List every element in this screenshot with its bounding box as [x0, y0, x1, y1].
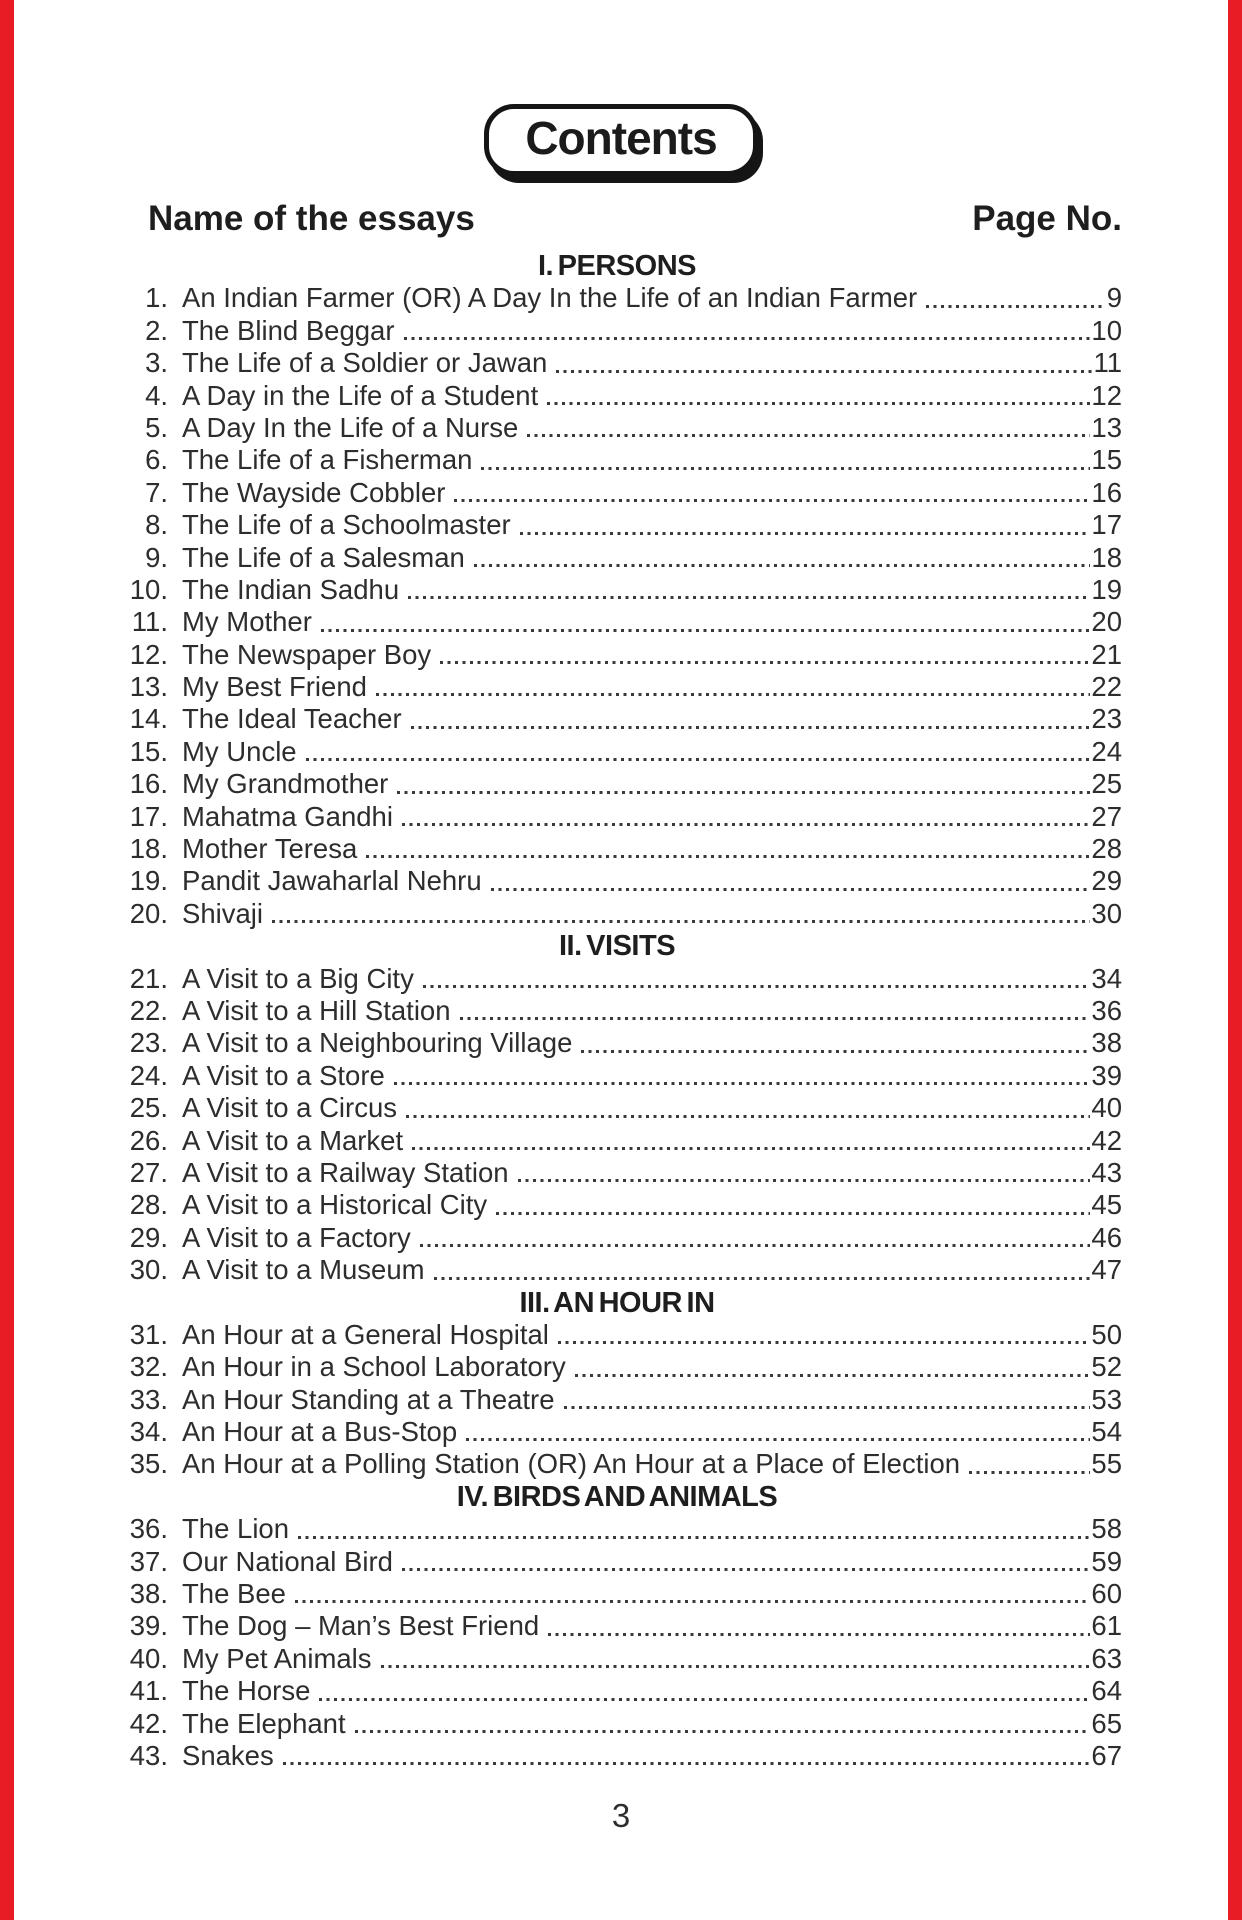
essay-title: The Life of a Soldier or Jawan — [182, 347, 548, 379]
essay-title: An Hour at a Bus-Stop — [182, 1416, 458, 1448]
dot-leader — [298, 1536, 1090, 1539]
column-headers — [0, 198, 1242, 240]
dot-leader — [355, 1730, 1091, 1733]
essay-title: My Pet Animals — [182, 1642, 372, 1674]
entry-page-number: 28 — [1091, 833, 1122, 865]
toc-entry — [112, 865, 1122, 897]
dot-leader — [366, 855, 1090, 858]
essay-title: The Newspaper Boy — [182, 638, 432, 670]
entry-page-number: 20 — [1091, 606, 1122, 638]
entry-number: 32. — [129, 1351, 168, 1383]
toc-entry — [112, 768, 1122, 800]
toc-entry — [112, 1027, 1122, 1059]
entry-number: 3. — [145, 347, 168, 379]
essay-title: The Wayside Cobbler — [182, 476, 446, 508]
dot-leader — [466, 1438, 1090, 1441]
entry-page-number: 60 — [1091, 1578, 1122, 1610]
essay-title: A Visit to a Historical City — [182, 1189, 488, 1221]
toc-entry — [112, 703, 1122, 735]
entry-page-number: 59 — [1091, 1545, 1122, 1577]
section-heading: III. AN HOUR IN — [519, 1286, 715, 1319]
entry-page-number: 9 — [1106, 282, 1122, 314]
entry-number: 13. — [129, 671, 168, 703]
entry-page-number: 42 — [1091, 1124, 1122, 1156]
entry-number: 27. — [129, 1156, 168, 1188]
toc-entry — [112, 1546, 1122, 1578]
essay-title: A Day In the Life of a Nurse — [182, 411, 519, 443]
essay-title: A Visit to a Hill Station — [182, 994, 451, 1026]
entry-number: 33. — [129, 1383, 168, 1415]
dot-leader — [283, 1762, 1091, 1765]
dot-leader — [440, 661, 1090, 664]
entry-number: 2. — [145, 314, 168, 346]
entry-page-number: 12 — [1091, 379, 1122, 411]
essay-title: The Indian Sadhu — [182, 573, 400, 605]
entry-page-number: 63 — [1091, 1642, 1122, 1674]
toc-entry — [112, 1448, 1122, 1480]
essay-title: The Life of a Salesman — [182, 541, 465, 573]
toc-entry — [112, 1578, 1122, 1610]
entry-page-number: 10 — [1091, 314, 1122, 346]
entry-number: 18. — [129, 833, 168, 865]
essay-title: An Indian Farmer (OR) A Day In the Life of an Indian Farmer — [182, 282, 918, 314]
essay-title: Mahatma Gandhi — [182, 800, 393, 832]
essay-title: The Life of a Fisherman — [182, 444, 473, 476]
dot-leader — [404, 337, 1091, 340]
entry-number: 14. — [129, 703, 168, 735]
dot-leader — [295, 1600, 1090, 1603]
dot-leader — [558, 1341, 1091, 1344]
toc-entry — [112, 1157, 1122, 1189]
entry-page-number: 29 — [1091, 865, 1122, 897]
dot-leader — [491, 888, 1091, 891]
toc-entry — [112, 347, 1122, 379]
entry-page-number: 25 — [1091, 768, 1122, 800]
entry-number: 29. — [129, 1221, 168, 1253]
dot-leader — [434, 1277, 1091, 1280]
toc-entry — [112, 1189, 1122, 1221]
entry-page-number: 38 — [1091, 1027, 1122, 1059]
entry-number: 12. — [129, 638, 168, 670]
entry-page-number: 61 — [1091, 1610, 1122, 1642]
toc-entry — [112, 833, 1122, 865]
toc-entry — [112, 606, 1122, 638]
section-heading: IV. BIRDS AND ANIMALS — [456, 1480, 778, 1513]
contents-title: Contents — [484, 104, 757, 176]
entry-page-number: 16 — [1091, 476, 1122, 508]
entry-page-number: 36 — [1091, 994, 1122, 1026]
entry-number: 23. — [129, 1027, 168, 1059]
essay-title: A Visit to a Museum — [182, 1254, 425, 1286]
entry-page-number: 27 — [1091, 800, 1122, 832]
entry-number: 42. — [129, 1707, 168, 1739]
essay-title: An Hour in a School Laboratory — [182, 1351, 566, 1383]
essay-title: The Life of a Schoolmaster — [182, 509, 511, 541]
dot-leader — [411, 726, 1091, 729]
entry-number: 43. — [129, 1739, 168, 1771]
toc-entry — [112, 1610, 1122, 1642]
entry-number: 4. — [145, 379, 168, 411]
toc-entry — [112, 1125, 1122, 1157]
entry-page-number: 34 — [1091, 962, 1122, 994]
entry-number: 28. — [129, 1189, 168, 1221]
toc-entry — [112, 801, 1122, 833]
entry-number: 10. — [129, 573, 168, 605]
entry-number: 16. — [129, 768, 168, 800]
entry-page-number: 19 — [1091, 573, 1122, 605]
entry-number: 34. — [129, 1416, 168, 1448]
toc-entry — [112, 1060, 1122, 1092]
entry-number: 39. — [129, 1610, 168, 1642]
essay-title: Mother Teresa — [182, 833, 358, 865]
entry-page-number: 45 — [1091, 1189, 1122, 1221]
toc-entry — [112, 995, 1122, 1027]
toc-entry — [112, 380, 1122, 412]
entry-number: 25. — [129, 1092, 168, 1124]
entry-number: 36. — [129, 1513, 168, 1545]
entry-page-number: 24 — [1091, 735, 1122, 767]
entry-page-number: 64 — [1091, 1675, 1122, 1707]
entry-number: 37. — [129, 1545, 168, 1577]
entry-page-number: 23 — [1091, 703, 1122, 735]
toc-list — [0, 250, 1242, 1772]
dot-leader — [969, 1471, 1090, 1474]
dot-leader — [481, 467, 1090, 470]
essay-title: The Dog – Man’s Best Friend — [182, 1610, 540, 1642]
essay-title: The Elephant — [182, 1707, 346, 1739]
dot-leader — [454, 499, 1090, 502]
essay-title: The Blind Beggar — [182, 314, 395, 346]
dot-leader — [547, 402, 1090, 405]
entry-page-number: 18 — [1091, 541, 1122, 573]
entry-number: 24. — [129, 1059, 168, 1091]
dot-leader — [564, 1406, 1091, 1409]
entry-number: 19. — [129, 865, 168, 897]
dot-leader — [420, 1244, 1091, 1247]
entry-number: 41. — [129, 1675, 168, 1707]
dot-leader — [474, 564, 1091, 567]
essay-title: My Mother — [182, 606, 312, 638]
entry-page-number: 58 — [1091, 1513, 1122, 1545]
essay-title: Shivaji — [182, 897, 264, 929]
entry-number: 15. — [129, 735, 168, 767]
toc-entry — [112, 1513, 1122, 1545]
essay-title: A Visit to a Neighbouring Village — [182, 1027, 573, 1059]
toc-entry — [112, 1222, 1122, 1254]
essay-title: An Hour Standing at a Theatre — [182, 1383, 555, 1415]
toc-entry — [112, 1092, 1122, 1124]
dot-leader — [376, 693, 1090, 696]
entry-page-number: 13 — [1091, 411, 1122, 443]
dot-leader — [402, 823, 1090, 826]
essay-title: Snakes — [182, 1739, 274, 1771]
dot-leader — [520, 532, 1091, 535]
essay-title: An Hour at a General Hospital — [182, 1318, 549, 1350]
left-page-edge-bar — [0, 0, 14, 1920]
dot-leader — [423, 985, 1091, 988]
page-number-footer: 3 — [611, 1797, 631, 1835]
toc-entry — [112, 542, 1122, 574]
essay-title: My Grandmother — [182, 768, 389, 800]
toc-entry — [112, 315, 1122, 347]
essay-title: My Uncle — [182, 735, 297, 767]
entry-number: 40. — [129, 1642, 168, 1674]
entry-number: 1. — [145, 282, 168, 314]
entry-page-number: 21 — [1091, 638, 1122, 670]
entry-page-number: 43 — [1091, 1156, 1122, 1188]
toc-entry — [112, 509, 1122, 541]
entry-page-number: 11 — [1093, 347, 1122, 379]
essay-title: A Visit to a Circus — [182, 1092, 397, 1124]
dot-leader — [460, 1017, 1091, 1020]
column-header-page-no: Page No. — [972, 199, 1122, 238]
toc-entry — [112, 1708, 1122, 1740]
column-header-essay-names: Name of the essays — [148, 199, 475, 238]
title-area — [0, 0, 1242, 176]
dot-leader — [402, 1568, 1090, 1571]
toc-entry — [112, 1740, 1122, 1772]
dot-leader — [397, 791, 1090, 794]
dot-leader — [406, 1115, 1090, 1118]
dot-leader — [319, 1698, 1090, 1701]
essay-title: A Visit to a Big City — [182, 962, 414, 994]
toc-entry — [112, 1675, 1122, 1707]
entry-page-number: 22 — [1091, 671, 1122, 703]
entry-page-number: 47 — [1091, 1254, 1122, 1286]
toc-entry — [112, 1416, 1122, 1448]
entry-page-number: 15 — [1091, 444, 1122, 476]
essay-title: Our National Bird — [182, 1545, 393, 1577]
dot-leader — [527, 434, 1090, 437]
entry-page-number: 55 — [1091, 1448, 1122, 1480]
toc-entry — [112, 412, 1122, 444]
entry-number: 35. — [129, 1448, 168, 1480]
essay-title: The Lion — [182, 1513, 290, 1545]
toc-entry — [112, 1384, 1122, 1416]
section-heading: II. VISITS — [558, 930, 676, 963]
essay-title: A Visit to a Railway Station — [182, 1156, 509, 1188]
entry-number: 17. — [129, 800, 168, 832]
entry-number: 9. — [145, 541, 168, 573]
entry-page-number: 30 — [1091, 897, 1122, 929]
essay-title: The Horse — [182, 1675, 311, 1707]
essay-title: Pandit Jawaharlal Nehru — [182, 865, 482, 897]
dot-leader — [556, 370, 1092, 373]
dot-leader — [548, 1633, 1090, 1636]
essay-title: The Bee — [182, 1578, 286, 1610]
dot-leader — [306, 758, 1091, 761]
entry-page-number: 40 — [1091, 1092, 1122, 1124]
essay-title: The Ideal Teacher — [182, 703, 402, 735]
toc-entry — [112, 671, 1122, 703]
entry-number: 8. — [145, 509, 168, 541]
entry-page-number: 52 — [1091, 1351, 1122, 1383]
entry-number: 26. — [129, 1124, 168, 1156]
entry-number: 20. — [129, 897, 168, 929]
entry-number: 22. — [129, 994, 168, 1026]
essay-title: A Visit to a Store — [182, 1059, 385, 1091]
toc-entry — [112, 1351, 1122, 1383]
entry-page-number: 67 — [1091, 1739, 1122, 1771]
entry-number: 11. — [131, 606, 168, 638]
toc-entry — [112, 639, 1122, 671]
dot-leader — [518, 1179, 1091, 1182]
essay-title: A Visit to a Market — [182, 1124, 404, 1156]
toc-entry — [112, 1319, 1122, 1351]
entry-number: 31. — [129, 1318, 168, 1350]
entry-page-number: 53 — [1091, 1383, 1122, 1415]
toc-entry — [112, 1643, 1122, 1675]
right-page-edge-bar — [1228, 0, 1242, 1920]
toc-entry — [112, 963, 1122, 995]
dot-leader — [408, 596, 1090, 599]
dot-leader — [321, 629, 1091, 632]
entry-number: 5. — [145, 411, 168, 443]
entry-page-number: 65 — [1091, 1707, 1122, 1739]
toc-entry — [112, 282, 1122, 314]
essay-title: A Day in the Life of a Student — [182, 379, 539, 411]
dot-leader — [575, 1374, 1091, 1377]
entry-number: 30. — [129, 1254, 168, 1286]
dot-leader — [926, 305, 1106, 308]
essay-title: A Visit to a Factory — [182, 1221, 411, 1253]
dot-leader — [412, 1147, 1090, 1150]
toc-entry — [112, 898, 1122, 930]
entry-number: 6. — [145, 444, 168, 476]
entry-number: 38. — [129, 1578, 168, 1610]
entry-page-number: 50 — [1091, 1318, 1122, 1350]
entry-number: 7. — [145, 476, 168, 508]
toc-entry — [112, 574, 1122, 606]
dot-leader — [381, 1665, 1091, 1668]
entry-page-number: 39 — [1091, 1059, 1122, 1091]
toc-entry — [112, 477, 1122, 509]
entry-number: 21. — [129, 962, 168, 994]
toc-entry — [112, 444, 1122, 476]
entry-page-number: 46 — [1091, 1221, 1122, 1253]
essay-title: An Hour at a Polling Station (OR) An Hour at a Place of Election — [182, 1448, 961, 1480]
dot-leader — [496, 1212, 1090, 1215]
dot-leader — [272, 920, 1090, 923]
entry-page-number: 17 — [1091, 509, 1122, 541]
toc-entry — [112, 1254, 1122, 1286]
essay-title: My Best Friend — [182, 671, 367, 703]
dot-leader — [581, 1050, 1090, 1053]
toc-entry — [112, 736, 1122, 768]
entry-page-number: 54 — [1091, 1416, 1122, 1448]
dot-leader — [394, 1082, 1091, 1085]
section-heading: I. PERSONS — [538, 250, 696, 282]
